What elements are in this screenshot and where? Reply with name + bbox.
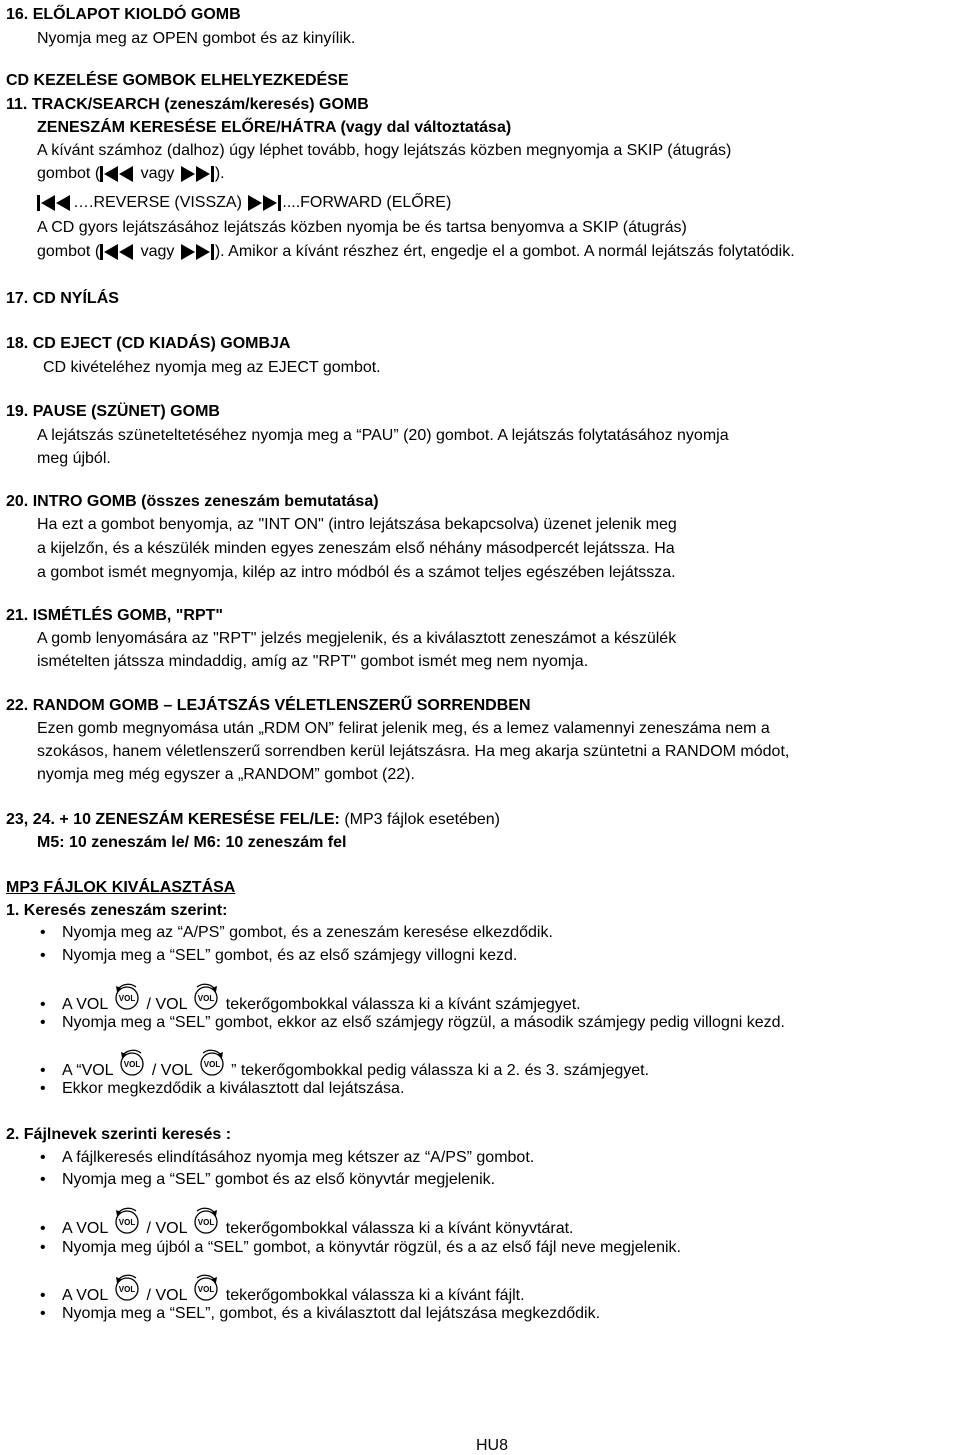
- list-item: • Nyomja meg újból a “SEL” gombot, a könyvtár rögzül, és a az első fájl neve megjelenik.: [40, 1239, 681, 1256]
- section-21-title: 21. ISMÉTLÉS GOMB, "RPT": [6, 607, 223, 624]
- section-20-title: 20. INTRO GOMB (összes zeneszám bemutatása): [6, 493, 379, 510]
- page-number: HU8: [476, 1437, 509, 1454]
- vol-knob-right-icon: [191, 1206, 221, 1236]
- skip-forward-icon: [179, 166, 215, 182]
- section-18-text: CD kivételéhez nyomja meg az EJECT gombot.: [43, 359, 381, 376]
- list-item: • Nyomja meg a “SEL”, gombot, és a kiválasztott dal lejátszása megkezdődik.: [40, 1305, 601, 1322]
- section-19-line2: meg újból.: [37, 450, 111, 467]
- section-20-line3: a gombot ismét megnyomja, kilép az intro módból és a számot teljes egészében lejátssza.: [37, 564, 676, 581]
- section-11-title: 11. TRACK/SEARCH (zeneszám/keresés) GOMB: [6, 96, 369, 113]
- section-22-title: 22. RANDOM GOMB – LEJÁTSZÁS VÉLETLENSZERŰ SORRENDBEN: [6, 697, 531, 714]
- list-item: • Ekkor megkezdődik a kiválasztott dal lejátszása.: [40, 1080, 405, 1097]
- section-22-line3: nyomja meg még egyszer a „RANDOM” gombot (22).: [37, 766, 415, 783]
- list-item: • A fájlkeresés elindításához nyomja meg kétszer az “A/PS” gombot.: [40, 1149, 535, 1166]
- section-11-line3: A CD gyors lejátszásához lejátszás közben nyomja be és tartsa benyomva a SKIP (átugrás): [37, 219, 687, 236]
- vol-knob-left-icon: [112, 1273, 142, 1303]
- section-23-title: 23, 24. + 10 ZENESZÁM KERESÉSE FEL/LE:: [6, 811, 340, 828]
- section-16-title: 16. ELŐLAPOT KIOLDÓ GOMB: [6, 6, 241, 23]
- list-item: • A VOL / VOL tekerőgombokkal válassza ki a kívánt fájlt.: [40, 1281, 525, 1311]
- skip-back-icon: [37, 195, 73, 211]
- section-20-line1: Ha ezt a gombot benyomja, az "INT ON" (intro lejátszása bekapcsolva) üzenet jelenik meg: [37, 516, 677, 533]
- skip-forward-icon: [179, 244, 215, 260]
- section-19-line1: A lejátszás szüneteltetéséhez nyomja meg a “PAU” (20) gombot. A lejátszás folytatásához nyomja: [37, 427, 729, 444]
- vol-knob-left-icon: [112, 1206, 142, 1236]
- section-22-line1: Ezen gomb megnyomása után „RDM ON” felirat jelenik meg, és a lemez valamennyi zeneszáma nem a: [37, 720, 770, 737]
- list-item: • Nyomja meg a “SEL” gombot, és az első számjegy villogni kezd.: [40, 947, 518, 964]
- section-23-title-line: [6, 810, 500, 830]
- mp3-heading: MP3 FÁJLOK KIVÁLASZTÁSA: [6, 879, 236, 896]
- cd-controls-heading: CD KEZELÉSE GOMBOK ELHELYEZKEDÉSE: [6, 72, 349, 89]
- section-21-line1: A gomb lenyomására az "RPT" jelzés megjelenik, és a kiválasztott zeneszámot a készülék: [37, 630, 677, 647]
- section-23-note: (MP3 fájlok esetében): [344, 811, 500, 828]
- mp3-sub2: 2. Fájlnevek szerinti keresés :: [6, 1126, 232, 1143]
- section-23-line2: M5: 10 zeneszám le/ M6: 10 zeneszám fel: [37, 834, 347, 851]
- list-item: • A VOL / VOL tekerőgombokkal válassza ki a kívánt számjegyet.: [40, 990, 581, 1020]
- section-19-title: 19. PAUSE (SZÜNET) GOMB: [6, 403, 220, 420]
- section-22-line2: szokásos, hanem véletlenszerű sorrendben kerül lejátszásra. Ha meg akarja szüntetni a RANDOM módot,: [37, 743, 790, 760]
- skip-forward-icon: [246, 195, 282, 211]
- vol-knob-left-icon: [117, 1048, 147, 1078]
- section-11-line4: gombot ( vagy ). Amikor a kívánt részhez ért, engedje el a gombot. A normál lejátszás folytatódik.: [37, 243, 795, 260]
- vol-knob-right-icon: [191, 982, 221, 1012]
- section-11-line1: A kívánt számhoz (dalhoz) úgy léphet tovább, hogy lejátszás közben megnyomja a SKIP (átugrás): [37, 142, 732, 159]
- list-item: • A “VOL / VOL ” tekerőgombokkal pedig válassza ki a 2. és 3. számjegyet.: [40, 1056, 649, 1086]
- skip-back-icon: [100, 244, 136, 260]
- list-item: • A VOL / VOL tekerőgombokkal válassza ki a kívánt könyvtárat.: [40, 1214, 573, 1244]
- section-11-rev-fwd: ….REVERSE (VISSZA) ....FORWARD (ELŐRE): [37, 193, 451, 213]
- section-17-title: 17. CD NYÍLÁS: [6, 290, 119, 307]
- mp3-sub1: 1. Keresés zeneszám szerint:: [6, 902, 228, 919]
- list-item: • Nyomja meg az “A/PS” gombot, és a zeneszám keresése elkezdődik.: [40, 924, 553, 941]
- section-21-line2: ismételten játssza mindaddig, amíg az "RPT" gombot ismét meg nem nyomja.: [37, 653, 589, 670]
- skip-back-icon: [100, 166, 136, 182]
- vol-knob-right-icon: [197, 1048, 227, 1078]
- list-item: • Nyomja meg a “SEL” gombot és az első könyvtár megjelenik.: [40, 1171, 496, 1188]
- section-18-title: 18. CD EJECT (CD KIADÁS) GOMBJA: [6, 335, 291, 352]
- section-16-text: Nyomja meg az OPEN gombot és az kinyílik.: [37, 30, 356, 47]
- vol-knob-left-icon: [112, 982, 142, 1012]
- section-11-line2: gombot ( vagy ).: [37, 165, 225, 182]
- section-11-subtitle: ZENESZÁM KERESÉSE ELŐRE/HÁTRA (vagy dal változtatása): [37, 119, 512, 136]
- list-item: • Nyomja meg a “SEL” gombot, ekkor az első számjegy rögzül, a második számjegy pedig villogni kezd.: [40, 1014, 785, 1031]
- section-20-line2: a kijelzőn, és a készülék minden egyes zeneszám első néhány másodpercét lejátssza. Ha: [37, 540, 675, 557]
- vol-knob-right-icon: [191, 1273, 221, 1303]
